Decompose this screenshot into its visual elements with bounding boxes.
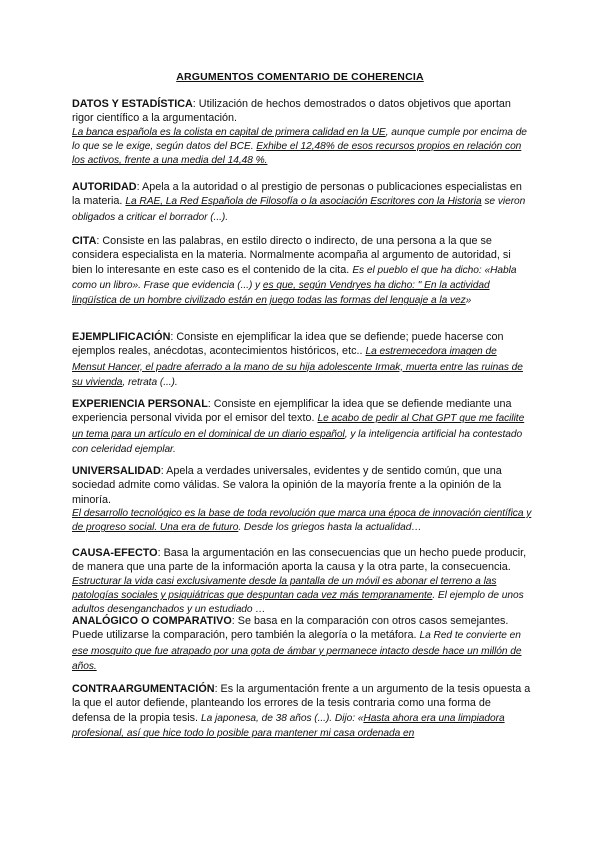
example-text: . Desde los griegos hasta la actualidad… [238,522,422,534]
section-definition [72,464,532,507]
section-definition-text: : Basa la argumentación en las consecuencias que un hecho puede producir, de manera que una parte de la información aporta la causa y la otra parte, la consecuencia. [72,547,527,574]
section-cita [72,234,532,308]
example-underlined: El desarrollo tecnológico es la base de toda revolución que marca una época de innovación científica y de progreso social. Una era de futuro [72,507,532,534]
section-example [72,507,532,536]
section-term: EJEMPLIFICACIÓN [72,331,171,343]
section-definition-text: : Consiste en las palabras, en estilo directo o indirecto, de una persona a la que se considera especialista en la materia. Normalmente acompaña al argumento de autoridad, si bien lo interesante en este caso es el contenido de la cita. [72,235,511,276]
example-text: » [465,295,472,307]
document-title: ARGUMENTOS COMENTARIO DE COHERENCIA [176,71,424,83]
section-definition-text: : Utilización de hechos demostrados o datos objetivos que aportan rigor científico a la argumentación. [72,98,511,125]
example-text: Es el pueblo el que ha dicho: «Habla como un libro». Frase que evidencia (...) y [72,264,517,291]
section-definition-text: : Apela a la autoridad o al prestigio de personas o publicaciones especialistas en la materia. [72,181,522,208]
example-text: , y la inteligencia artificial ha contestado con celeridad ejemplar. [72,428,523,455]
section-example [72,575,532,618]
section-term: CONTRAARGUMENTACIÓN [72,683,215,695]
section-universalidad [72,464,532,535]
example-underlined: Estructurar la vida casi exclusivamente desde la pantalla de un móvil es abonar el terreno a las patologías sociales y psiquiátricas que despuntan cada vez más tempranamente [72,575,497,601]
section-term: CITA [72,235,97,247]
section-datos-estadistica [72,97,532,168]
section-definition-text: : Es la argumentación frente a un argumento de la tesis opuesta a la que el autor defiende, planteando los errores de la tesis contraria como una forma de defensa de la propia tesis. [72,683,531,724]
example-text: , retrata (...). [122,376,178,388]
section-contraargumentacion [72,682,532,741]
section-ejemplificacion [72,330,532,390]
section-definition [72,97,532,126]
example-text: . El ejemplo de unos adultos desenganchados y un estudiado … [72,589,524,616]
section-example [72,126,532,169]
section-causa-efecto [72,546,532,617]
example-text: La japonesa, de 38 años (...). Dijo: « [201,712,364,724]
example-underlined: La estremecedora imagen de Mensut Hancer, el padre aferrado a la mano de su hija adolescente Irmak, muerta entre las ruinas de su vivienda [72,346,523,388]
section-experiencia-personal [72,397,532,457]
example-underlined: Hasta ahora era una limpiadora profesional, así que hice todo lo posible para mantener mi casa ordenada en [72,712,505,739]
example-underlined: Exhibe el 12,48% de esos recursos propios en relación con los activos, frente a una media del 14,48 %. [72,140,522,167]
section-analogico-comparativo [72,614,532,674]
section-definition-text: : Apela a verdades universales, evidentes y de sentido común, que una sociedad admite como válidas. Se valora la opinión de la mayoría frente a la opinión de la minoría. [72,465,502,506]
section-term: ANALÓGICO O COMPARATIVO [72,615,232,627]
section-term: EXPERIENCIA PERSONAL [72,398,208,410]
section-term: UNIVERSALIDAD [72,465,161,477]
section-term: DATOS Y ESTADÍSTICA [72,98,193,110]
section-definition-text: : Consiste en ejemplificar la idea que se defiende mediante una experiencia personal vivida por el emisor del texto. [72,398,512,425]
example-text: , aunque cumple por encima de lo que se le exige, según datos del BCE. [72,126,527,152]
example-underlined: Le acabo de pedir al Chat GPT que me facilite un tema para un artículo en el dominical de un diario español [72,413,525,440]
section-term: CAUSA-EFECTO [72,547,158,559]
example-underlined: La banca española es la colista en capital de primera calidad en la UE [72,126,386,138]
section-term: AUTORIDAD [72,181,137,193]
example-text: La Red te convierte en [419,630,521,642]
section-definition-text: : Se basa en la comparación con otros casos semejantes. Puede utilizarse la comparación, pero también la alegoría o la metáfora. [72,615,509,642]
example-underlined: ese mosquito que fue atrapado por una gota de ámbar y permanece intacto desde hace un millón de años. [72,645,522,672]
example-text: se vieron obligados a criticar el borrador (...). [72,196,526,223]
example-underlined: La RAE, La Red Española de Filosofía o la asociación Escritores con la Historia [125,196,482,208]
section-definition-text: : Consiste en ejemplificar la idea que se defiende; puede hacerse con ejemplos reales, anécdotas, acontecimientos históricos, etc.. [72,331,504,358]
section-definition [72,546,532,575]
example-underlined: es que, según Vendryes ha dicho: " En la actividad lingüística de un hombre civilizado están en juego todas las formas del lenguaje a la vez [72,279,490,307]
section-autoridad [72,180,532,225]
